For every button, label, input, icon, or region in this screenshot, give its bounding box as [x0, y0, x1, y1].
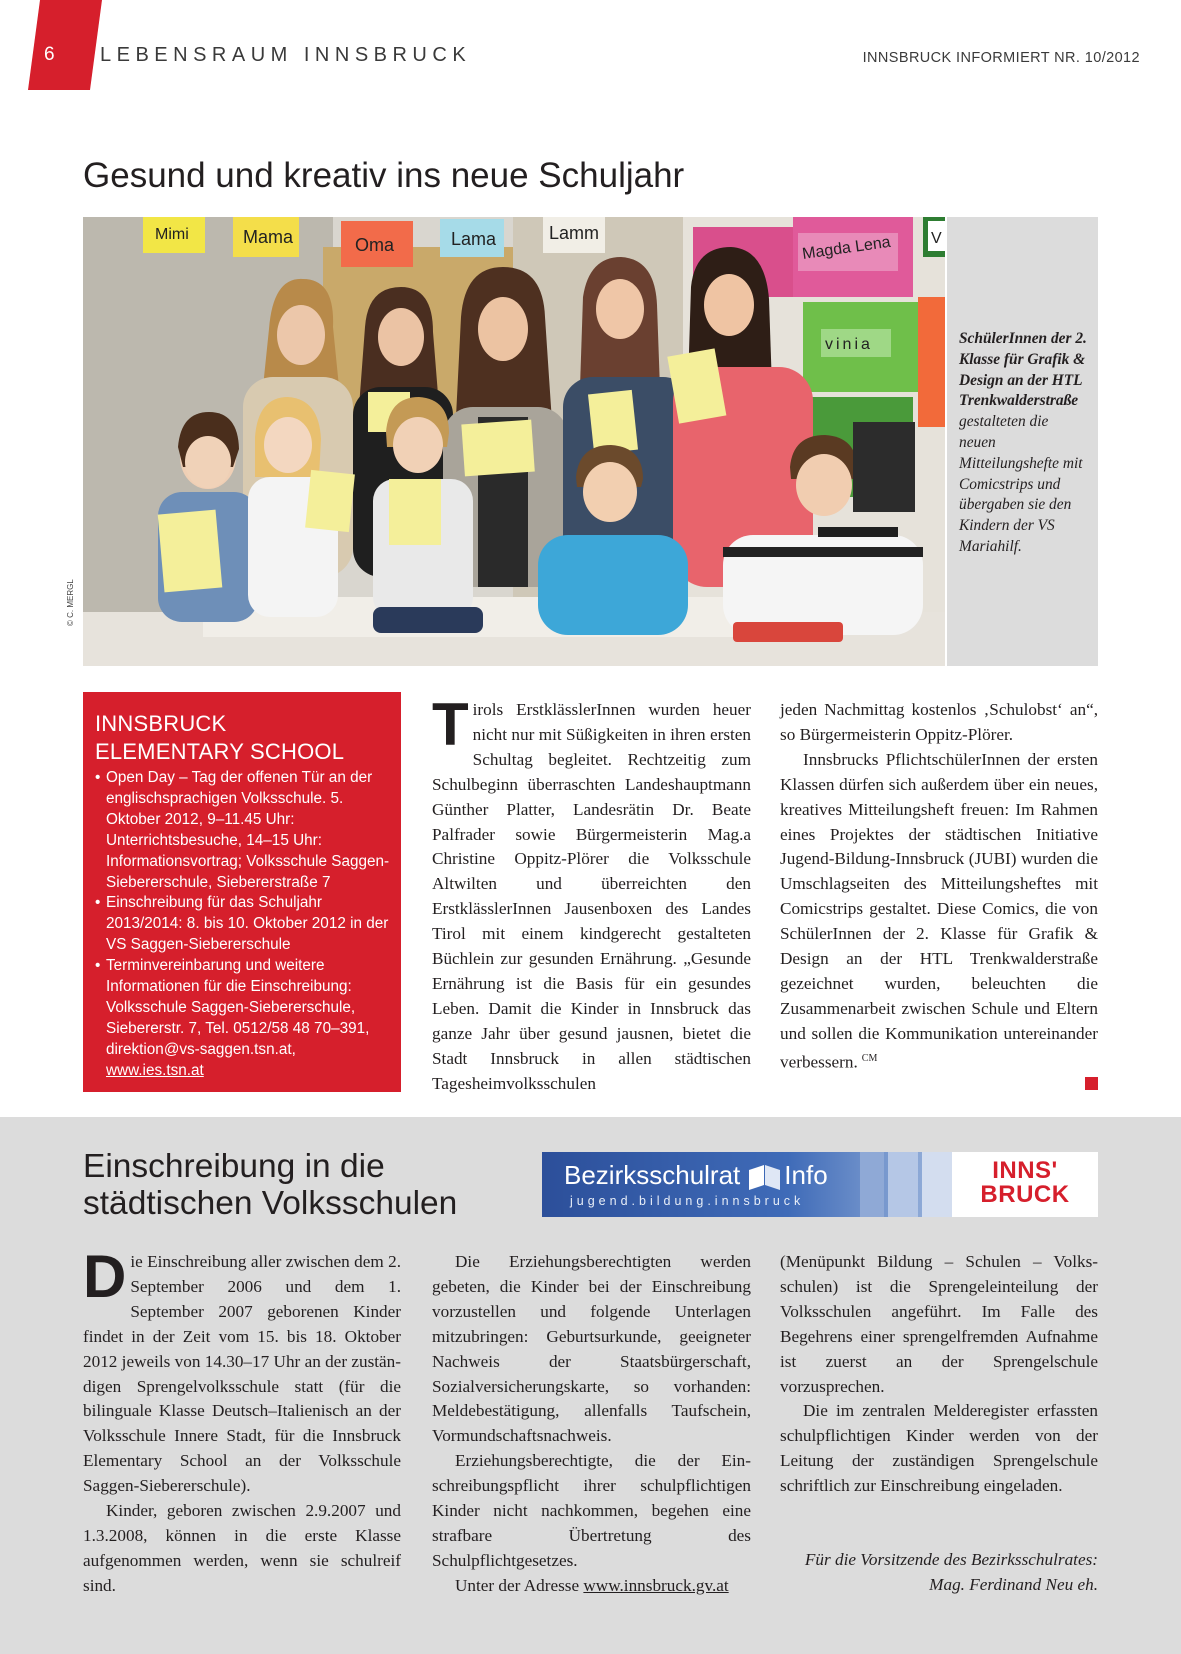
- article-end-mark: [1085, 1077, 1098, 1090]
- innsbruck-logo: [952, 1152, 1098, 1217]
- sign-lama: Lama: [451, 229, 497, 249]
- page-number-tab: [28, 0, 102, 90]
- info-box-elementary-school: [83, 692, 401, 1092]
- photo-caption: [959, 329, 1088, 558]
- article2-col2-p3: [432, 1574, 751, 1599]
- sign-oma: Oma: [355, 235, 395, 255]
- photo-caption-box: [947, 217, 1098, 666]
- article2-dropcap: D: [83, 1243, 127, 1310]
- logo-line2: BRUCK: [980, 1181, 1070, 1208]
- info-box-website-link[interactable]: www.ies.tsn.at: [106, 1061, 204, 1079]
- enrollment-headline-line2: städtischen Volksschulen: [83, 1185, 458, 1222]
- banner-subtitle: jugend.bildung.innsbruck: [570, 1194, 805, 1208]
- info-box-item-open-day: [95, 768, 391, 893]
- info-box-title: [95, 710, 391, 766]
- banner-title: [564, 1160, 828, 1191]
- article2-col1-p1: ie Einschreibung aller zwischen dem 2. September 2006 und dem 1. September 2007 geborenen Kinder findet in der Zeit vom 15. bis 18. Oktober 2012 jeweils von 14.30–17 Uhr an der zuständigen Sprengelvolksschule statt (für die bilinguale Klasse Deutsch–Italienisch an der Volksschule Innere Stadt, für die Innsbruck Elementary School an der Volksschule Saggen-Siebererschule).: [83, 1252, 401, 1496]
- photo-caption-text: gestalteten die neuen Mitteilungshefte mit Comicstrips und übergaben sie den Kindern der VS Mariahilf.: [959, 413, 1083, 555]
- innsbruck-website-link[interactable]: www.innsbruck.gv.at: [583, 1575, 729, 1595]
- signature-line2: Mag. Ferdinand Neu eh.: [929, 1574, 1098, 1594]
- info-box-item-appointment: [95, 956, 391, 1081]
- logo-line1: INNS': [992, 1157, 1058, 1184]
- section-title: LEBENSRAUM INNSBRUCK: [100, 44, 472, 66]
- info-box-list: [95, 768, 391, 1082]
- sign-vinia: vinia: [825, 336, 873, 353]
- info-box-item-registration: [95, 893, 391, 956]
- info-box-title-line1: INNSBRUCK: [95, 711, 227, 736]
- page-number: 6: [44, 44, 55, 65]
- article1-col1-text: irols ErstklässlerInnen wurden heuer nicht nur mit Süßigkeiten in ihren ersten Schultag begleitet. Rechtzeitig zum Schulbeginn überraschten Landeshauptmann Günther Platter, Landesrätin Dr. Beate Palfrader sowie Bürgermeisterin Mag.a Christine Oppitz-Plörer die Volksschule Altwilten und überreichten den ErstklässlerInnen Jausenboxen des Landes Tirol mit einem kindgerecht gestalteten Büchlein zur gesunden Ernährung. „Gesunde Ernährung ist die Basis für ein gesundes Leben. Damit die Kinder in Innsbruck das ganze Jahr über gesund jausnen, bietet die Stadt Innsbruck in allen städtischen Tagesheimvolksschulen: [432, 700, 751, 1093]
- signature: [760, 1548, 1098, 1598]
- address-prefix: Unter der Adresse: [455, 1575, 584, 1595]
- enrollment-headline-line1: Einschreibung in die: [83, 1148, 385, 1185]
- info-box-item-registration-text: Einschreibung für das Schuljahr 2013/2014: 8. bis 10. Oktober 2012 in der VS Saggen-Siebererschule: [106, 894, 389, 954]
- bezirksschulrat-info-banner: [542, 1152, 952, 1217]
- article2-col2-p2: Erziehungsberechtigte, die der Einschreibungspflicht ihrer schulpflichtigen Kinder nicht nachkommen, begehen eine strafbare Übertretung des Schulpflichtgesetzes.: [432, 1451, 751, 1570]
- sign-lamm: Lamm: [549, 223, 600, 243]
- info-box-item-appointment-text: Terminvereinbarung und weitere Informationen für die Einschreibung: Volksschule Saggen-Siebererschule, Siebererstr. 7, Tel. 0512/58 48 70–391, direktion@vs-saggen.tsn.at,: [106, 957, 370, 1058]
- sign-mimi: Mimi: [155, 226, 189, 243]
- article2-col3-p1: (Menüpunkt Bildung – Schulen – Volksschulen) ist die Sprengeleinteilung der Volksschulen angeführt. Im Falle des Begehrens einer sprengelfremden Aufnahme ist zuerst an der Sprengelschule vorzusprechen.: [780, 1252, 1098, 1396]
- article2-col1-p2: Kinder, geboren zwischen 2.9.2007 und 1.3.2008, können in die erste Klasse aufgenommen werden, wenn sie schulreif sind.: [83, 1501, 401, 1595]
- sign-mama: Mama: [243, 227, 294, 247]
- info-box-title-line2: ELEMENTARY SCHOOL: [95, 739, 345, 764]
- sign-magda-lena: Magda Lena: [801, 233, 892, 263]
- article1-dropcap: T: [432, 691, 469, 758]
- innsbruck-logo-text: [952, 1159, 1098, 1207]
- article1-col2-p2: Innsbrucks PflichtschülerInnen der ersten Klassen dürfen sich außerdem über ein neues, kreatives Mitteilungsheft freuen: Im Rahmen eines Projektes der städtischen Initiative Jugend-Bildung-Innsbruck (JUBI) wurden die Umschlagseiten des Mitteilungsheftes mit Comicstrips gestaltet. Diese Comics, die von SchülerInnen der 2. Klasse für Grafik & Design an der HTL Trenkwalderstraße gezeichnet wurden, beleuchten die Zusammenarbeit zwischen Schule und Eltern und sollen die Kommunikation untereinander verbessern.: [780, 749, 1098, 1072]
- banner-title-text: Bezirksschulrat: [564, 1160, 741, 1190]
- article2-column-1: [83, 1243, 401, 1599]
- issue-label: INNSBRUCK INFORMIERT NR. 10/2012: [862, 50, 1140, 66]
- enrollment-headline: [83, 1148, 457, 1222]
- article2-col3-p2: Die im zentralen Melderegister erfassten schulpflichtigen Kinder werden von der Leitung der zuständigen Sprengelschule schriftlich zur Einschreibung eingeladen.: [780, 1401, 1098, 1496]
- article2-column-3: [780, 1250, 1098, 1499]
- article-headline: Gesund und kreativ ins neue Schuljahr: [83, 156, 685, 195]
- sign-v: V: [931, 230, 942, 247]
- article2-column-2: [432, 1250, 751, 1599]
- author-initials: CM: [861, 1052, 878, 1064]
- article1-column-1: [432, 691, 751, 1097]
- article2-col2-p1: Die Erziehungsberechtigten werden gebeten, die Kinder bei der Einschreibung vorzustellen und folgende Unterlagen mitzubringen: Geburtsurkunde, geeigneter Nachweis der Staatsbürgerschaft, Sozialversicherungskarte, so vorhanden: Meldebestätigung, allenfalls Taufschein, Vormundschaftsnachweis.: [432, 1252, 751, 1446]
- article1-column-2: [780, 698, 1098, 1075]
- photo-credit: © C. MERGL: [66, 579, 75, 626]
- info-box-item-open-day-text: Open Day – Tag der offenen Tür an der englischsprachigen Volksschule. 5. Oktober 2012, 9–11.45 Uhr: Unterrichtsbesuche, 14–15 Uhr: Informationsvortrag; Volksschule Saggen-Siebererschule, Siebererstraße 7: [106, 769, 390, 891]
- photo-caption-bold: SchülerInnen der 2. Klasse für Grafik & Design an der HTL Trenkwalderstraße: [959, 330, 1087, 410]
- article1-col2-p1: jeden Nachmittag kostenlos ‚Schulobst‘ an“, so Bürgermeisterin Oppitz-Plörer.: [780, 700, 1098, 744]
- banner-info-text: Info: [784, 1160, 828, 1190]
- classroom-photo: [83, 217, 945, 666]
- signature-line1: Für die Vorsitzende des Bezirksschulrates:: [804, 1550, 1098, 1569]
